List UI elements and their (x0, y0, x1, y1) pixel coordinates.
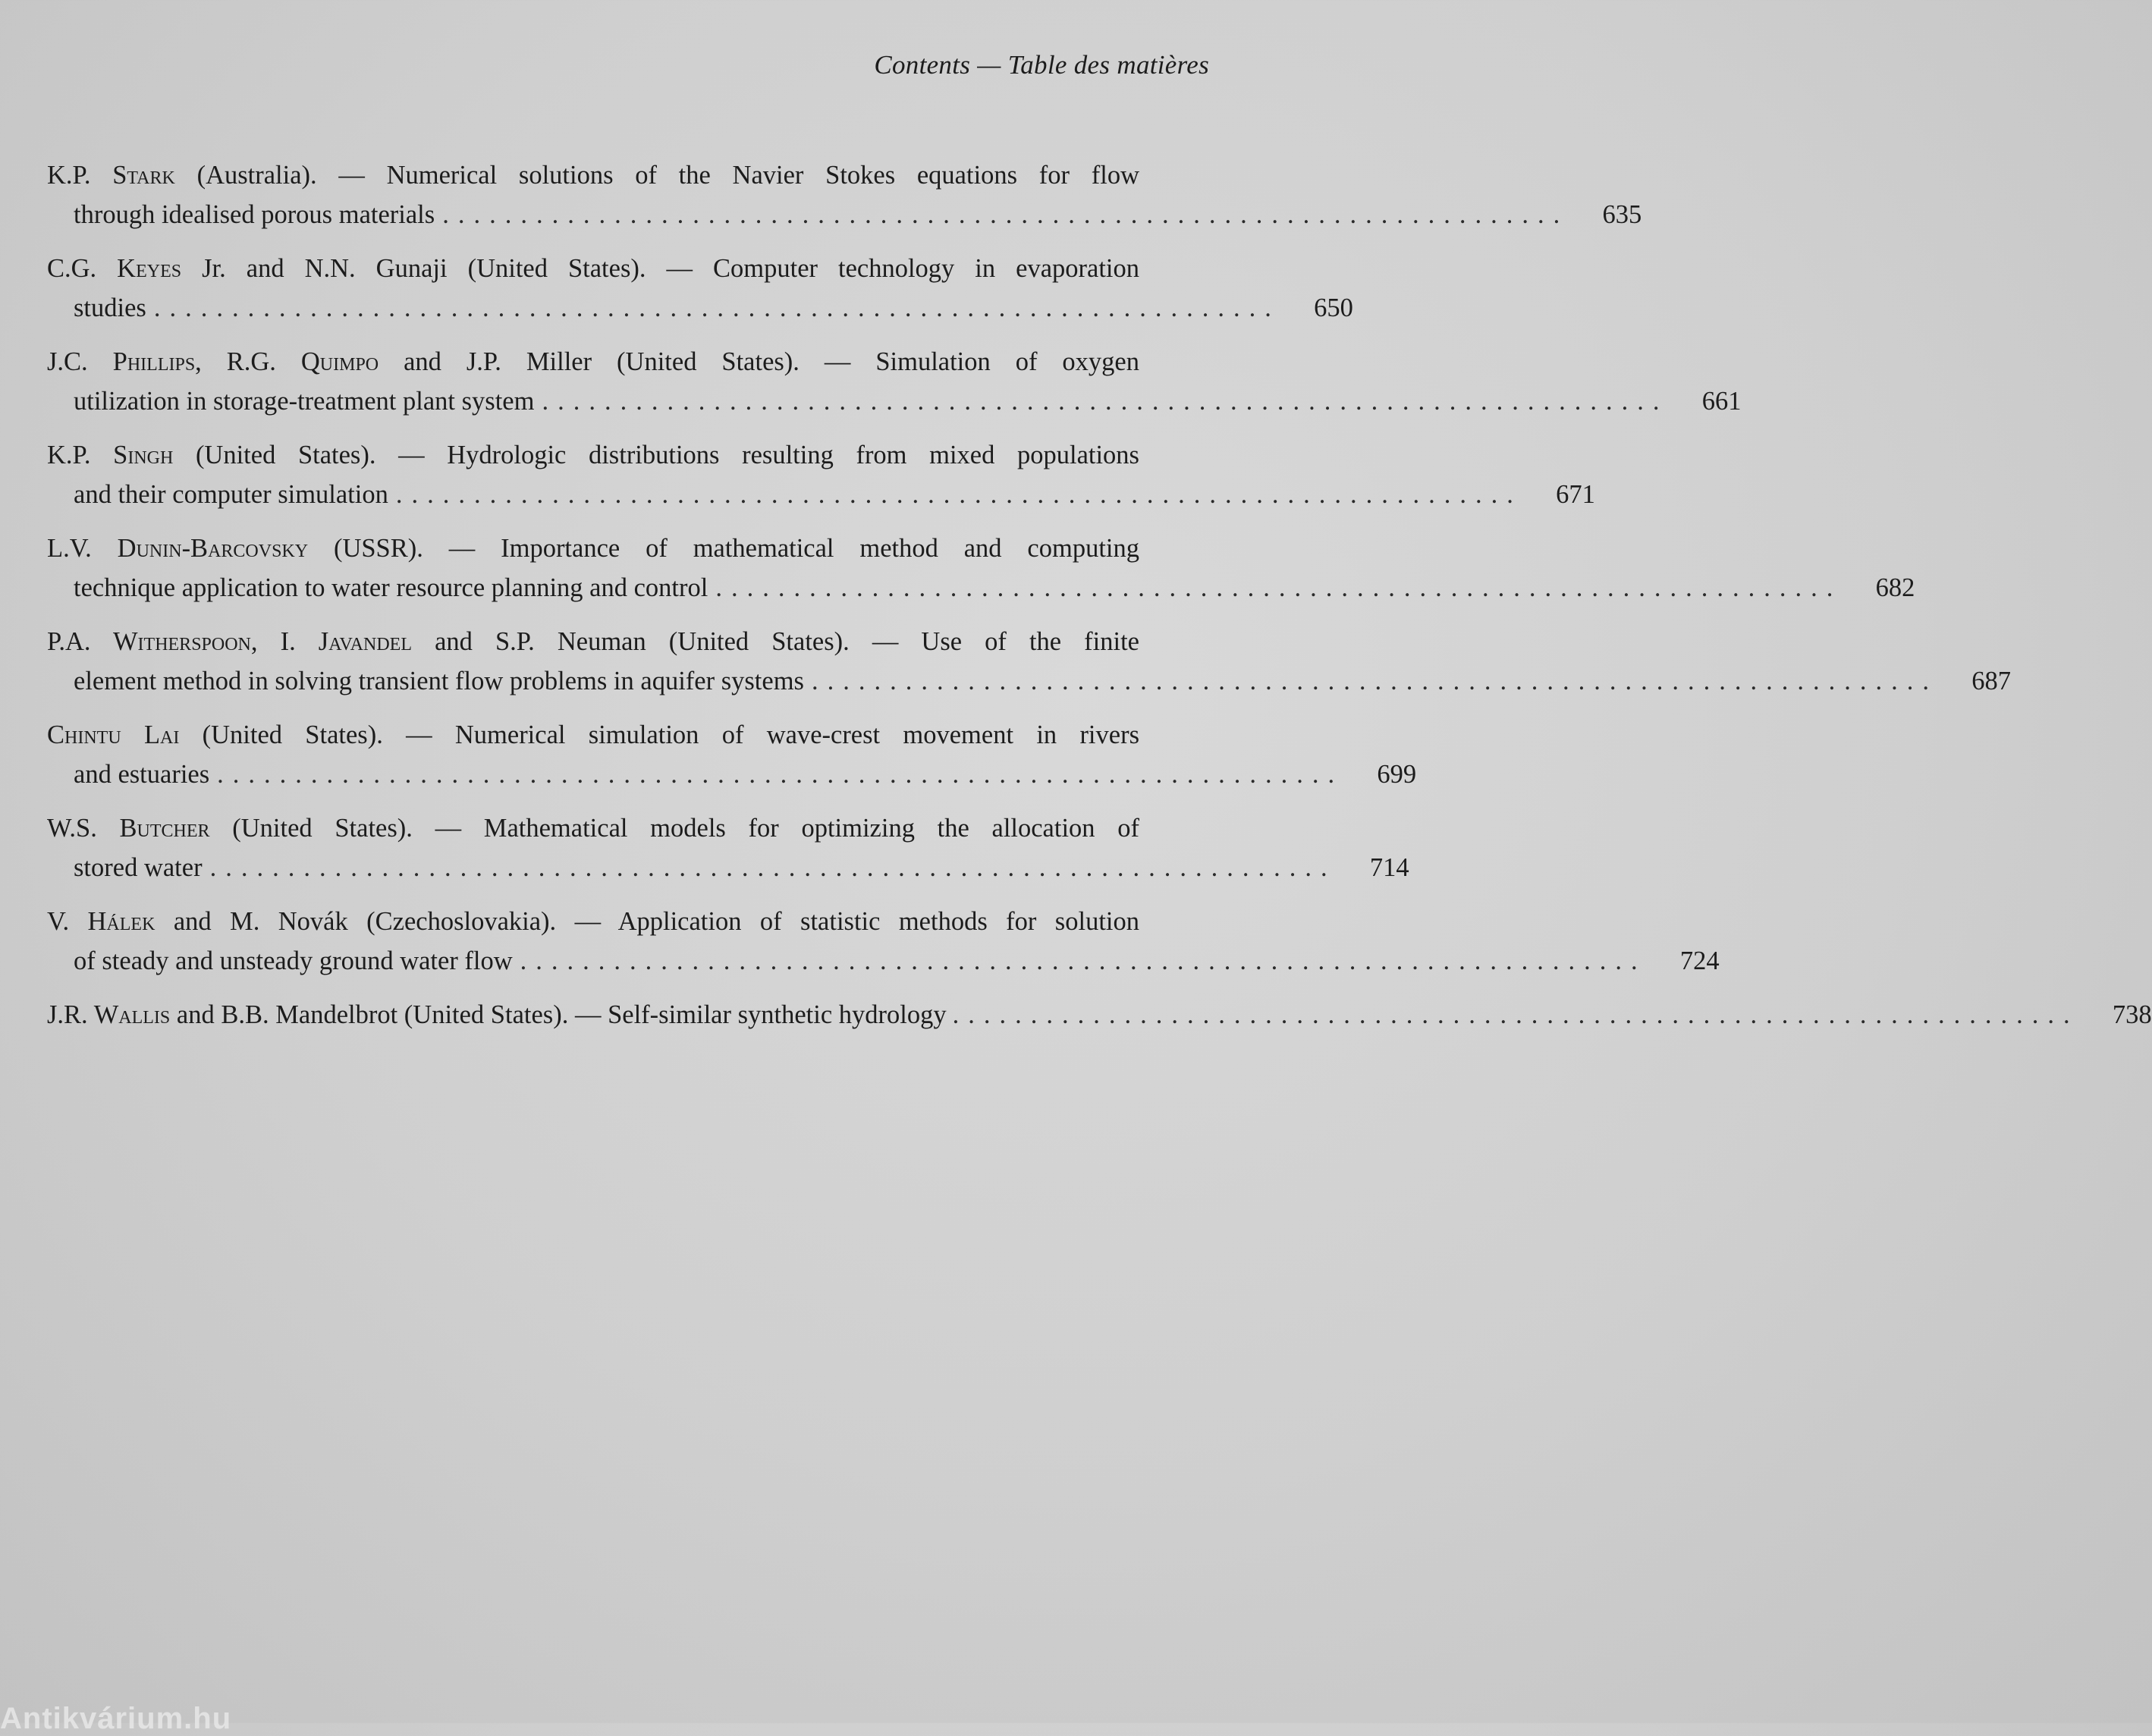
page-header: Contents — Table des matières (874, 50, 1209, 80)
toc-entry (47, 342, 1742, 421)
toc-entry (47, 529, 1915, 607)
leader-dots: ........................................................................ (952, 1000, 2079, 1029)
entry-authors: W.S. Butcher (47, 814, 210, 843)
leader-dots: ........................................................................ (811, 667, 1938, 695)
entry-authors: K.P. Stark (47, 161, 175, 190)
entry-title-start: (Australia). — Numerical solutions of the Navier Stokes equations for flow (174, 161, 1139, 190)
entry-title-start: (United States). — Hydrologic distributions resulting from mixed populations (173, 441, 1139, 469)
entry-continuation (47, 195, 1642, 234)
entry-title-end: technique application to water resource planning and control (74, 573, 708, 602)
entry-page-number: 714 (1369, 853, 1409, 882)
entry-title-line (47, 902, 1139, 941)
entry-continuation (47, 755, 1417, 794)
entry-title-line (47, 995, 947, 1034)
toc-entry (47, 902, 1720, 981)
entry-authors: K.P. Singh (47, 441, 174, 469)
leader-dots: ........................................................................ (153, 294, 1280, 322)
entry-page-number: 738 (2112, 1000, 2152, 1029)
entry-title-end: through idealised porous materials (74, 200, 435, 229)
entry-authors: Chintu Lai (47, 720, 180, 749)
leader-dots: ........................................................................ (542, 387, 1669, 416)
entry-title-end: and estuaries (74, 760, 210, 789)
entry-title-end: utilization in storage-treatment plant system (74, 387, 535, 416)
entry-page-number: 687 (1971, 667, 2011, 695)
entry-title-line (47, 622, 1139, 661)
toc-entry (47, 155, 1642, 234)
entry-title-line (47, 435, 1139, 475)
leader-dots: ........................................................................ (217, 760, 1344, 789)
entry-title-end: stored water (74, 853, 203, 882)
entry-title-start: and S.P. Neuman (United States). — Use of the finite (412, 627, 1139, 656)
entry-title-line (47, 715, 1139, 755)
entry-page-number: 661 (1701, 387, 1742, 416)
watermark: Antikvárium.hu (0, 1702, 232, 1735)
leader-dots: ........................................................................ (715, 573, 1843, 602)
entry-page-number: 671 (1556, 480, 1595, 509)
table-of-contents (47, 155, 2152, 1049)
entry-title-end: of steady and unsteady ground water flow (74, 946, 513, 975)
entry-page-number: 682 (1875, 573, 1915, 602)
entry-page-number: 699 (1377, 760, 1417, 789)
toc-entry (47, 715, 1417, 794)
entry-title-end: studies (74, 294, 146, 322)
toc-entry (47, 808, 1409, 887)
entry-title-start: and J.P. Miller (United States). — Simulation of oxygen (379, 347, 1139, 376)
toc-entry (47, 995, 2152, 1034)
entry-title-line (47, 342, 1139, 381)
entry-continuation (47, 288, 1353, 328)
leader-dots: ........................................................................ (395, 480, 1522, 509)
entry-title-line (47, 249, 1139, 288)
entry-title-line (47, 529, 1139, 568)
entry-continuation (47, 568, 1915, 607)
entry-title-line (47, 155, 1139, 195)
entry-continuation (47, 941, 1720, 981)
toc-entry (47, 249, 1353, 328)
entry-title-start: Jr. and N.N. Gunaji (United States). — Computer technology in evaporation (181, 254, 1139, 283)
entry-title-start: and B.B. Mandelbrot (United States). — Self-similar synthetic hydrology (170, 1000, 947, 1029)
toc-entry (47, 435, 1595, 514)
entry-page-number: 650 (1314, 294, 1353, 322)
entry-authors: J.R. Wallis (47, 1000, 171, 1029)
entry-continuation (47, 381, 1742, 421)
entry-title-end: and their computer simulation (74, 480, 388, 509)
leader-dots: ........................................................................ (209, 853, 1337, 882)
entry-authors: C.G. Keyes (47, 254, 182, 283)
entry-title-start: (USSR). — Importance of mathematical method and computing (308, 534, 1139, 563)
entry-title-line (47, 808, 1139, 848)
toc-entry (47, 622, 2011, 701)
entry-title-start: (United States). — Numerical simulation of wave-crest movement in rivers (179, 720, 1139, 749)
leader-dots: ........................................................................ (442, 200, 1569, 229)
leader-dots: ........................................................................ (520, 946, 1647, 975)
entry-authors: P.A. Witherspoon, I. Javandel (47, 627, 412, 656)
entry-title-start: and M. Novák (Czechoslovakia). — Application of statistic methods for solution (155, 907, 1139, 936)
entry-title-end: element method in solving transient flow problems in aquifer systems (74, 667, 804, 695)
entry-page-number: 635 (1602, 200, 1642, 229)
entry-continuation (47, 661, 2011, 701)
entry-title-start: (United States). — Mathematical models for optimizing the allocation of (209, 814, 1139, 843)
entry-authors: J.C. Phillips, R.G. Quimpo (47, 347, 379, 376)
entry-continuation (47, 475, 1595, 514)
entry-authors: L.V. Dunin-Barcovsky (47, 534, 309, 563)
entry-continuation (47, 848, 1409, 887)
entry-page-number: 724 (1679, 946, 1720, 975)
entry-authors: V. Hálek (47, 907, 156, 936)
